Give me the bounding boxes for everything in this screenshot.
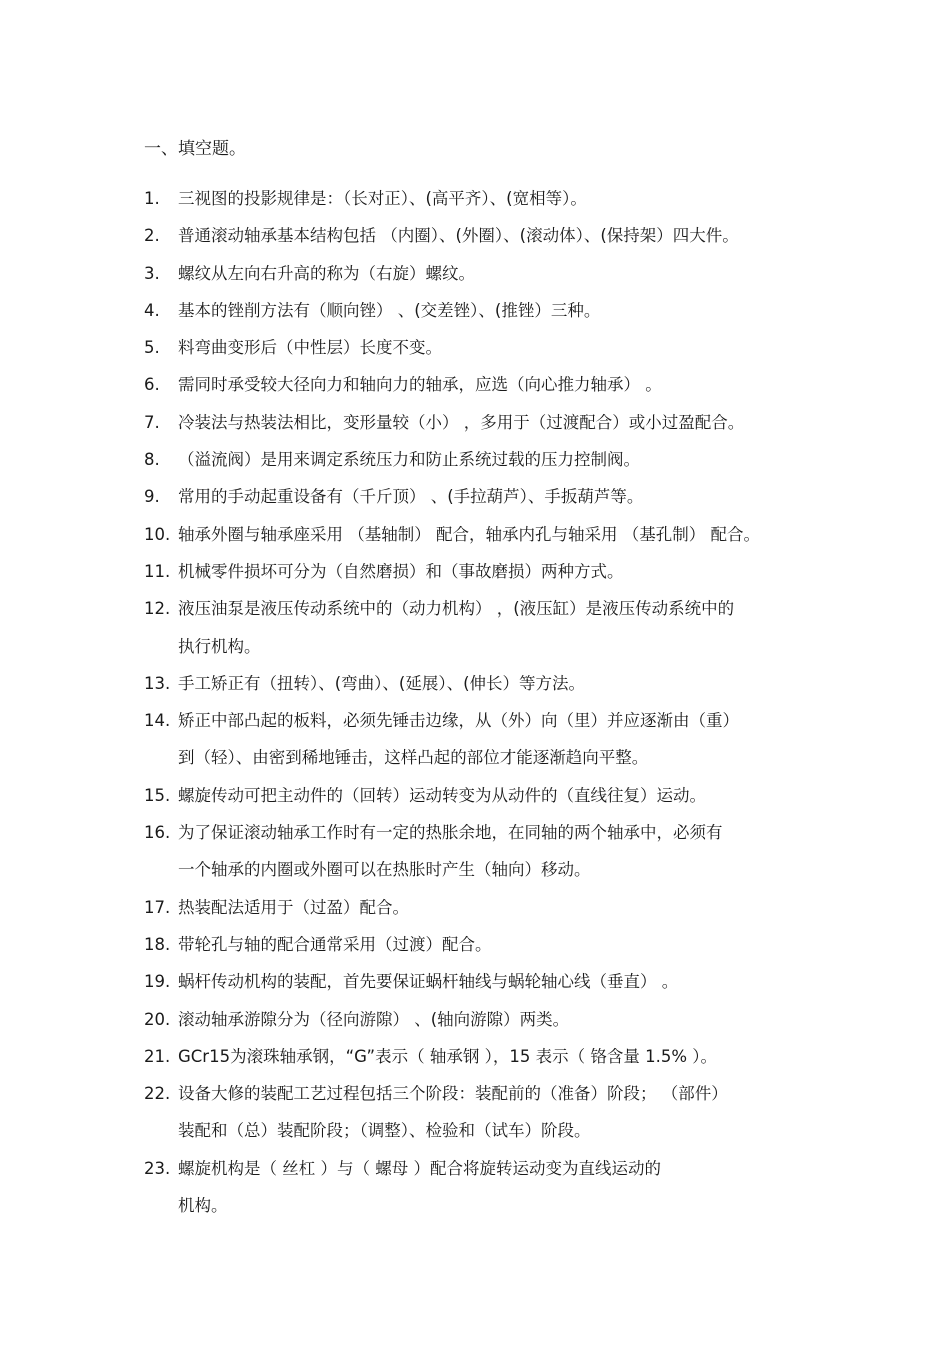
question-line <box>0 857 950 894</box>
question-text: 普通滚动轴承基本结构包括 （内圈）、(外圈）、(滚动体）、(保持架）四大件。 <box>178 226 739 246</box>
question-item <box>0 559 950 596</box>
question-line <box>0 671 950 708</box>
question-line <box>0 559 950 596</box>
question-item <box>0 969 950 1006</box>
question-item <box>0 522 950 559</box>
question-item <box>0 1007 950 1044</box>
question-number: 19. <box>144 972 171 992</box>
question-number: 18. <box>144 934 171 954</box>
question-item <box>0 410 950 447</box>
question-text: 料弯曲变形后（中性层）长度不变。 <box>178 338 442 358</box>
question-number: 20. <box>144 1009 171 1029</box>
question-item <box>0 1156 950 1231</box>
question-line <box>0 783 950 820</box>
question-line <box>0 1156 950 1193</box>
question-text: 执行机构。 <box>178 636 261 656</box>
question-line <box>0 335 950 372</box>
question-number: 8. <box>144 450 160 470</box>
question-number: 10. <box>144 524 171 544</box>
question-text: 矫正中部凸起的板料，必须先锤击边缘，从（外）向（里）并应逐渐由（重） <box>178 711 739 731</box>
question-number: 9. <box>144 487 160 507</box>
question-item <box>0 261 950 298</box>
question-text: （溢流阀）是用来调定系统压力和防止系统过载的压力控制阀。 <box>178 450 640 470</box>
question-line <box>0 745 950 782</box>
question-line <box>0 298 950 335</box>
question-text: 冷装法与热装法相比，变形量较（小） ，多用于（过渡配合）或小过盈配合。 <box>178 412 745 432</box>
question-item <box>0 298 950 335</box>
question-text: 三视图的投影规律是：（长对正）、(高平齐）、(宽相等）。 <box>178 189 587 208</box>
question-line <box>0 261 950 298</box>
question-item <box>0 335 950 372</box>
question-item <box>0 783 950 820</box>
question-line <box>0 932 950 969</box>
question-number: 14. <box>144 711 171 731</box>
question-item <box>0 447 950 484</box>
question-text: 装配和（总）装配阶段；（调整）、检验和（试车）阶段。 <box>178 1121 591 1141</box>
question-item <box>0 223 950 260</box>
question-text: 基本的锉削方法有（顺向锉） 、(交差锉）、(推锉）三种。 <box>178 300 601 320</box>
question-line <box>0 1044 950 1081</box>
question-line <box>0 372 950 409</box>
question-item <box>0 1044 950 1081</box>
question-text: 液压油泵是液压传动系统中的（动力机构） ，(液压缸）是液压传动系统中的 <box>178 599 735 619</box>
question-text: GCr15为滚珠轴承钢，“G”表示（ 轴承钢 ），15 表示（ 铬含量 1.5% ）。 <box>178 1046 717 1066</box>
question-line <box>0 708 950 745</box>
question-text: 机构。 <box>178 1196 228 1216</box>
question-line <box>0 186 950 223</box>
question-text: 一个轴承的内圈或外圈可以在热胀时产生（轴向）移动。 <box>178 860 591 880</box>
question-text: 常用的手动起重设备有（千斤顶） 、(手拉葫芦）、手扳葫芦等。 <box>178 487 644 507</box>
question-text: 螺纹从左向右升高的称为（右旋）螺纹。 <box>178 263 475 283</box>
question-text: 轴承外圈与轴承座采用 （基轴制） 配合，轴承内孔与轴采用 （基孔制） 配合。 <box>178 524 760 544</box>
question-number: 16. <box>144 823 171 843</box>
question-item <box>0 708 950 783</box>
question-line <box>0 634 950 671</box>
question-number: 23. <box>144 1158 171 1178</box>
question-text: 蜗杆传动机构的装配，首先要保证蜗杆轴线与蜗轮轴心线（垂直） 。 <box>178 972 679 992</box>
question-text: 滚动轴承游隙分为（径向游隙） 、(轴向游隙）两类。 <box>178 1009 570 1029</box>
question-item <box>0 372 950 409</box>
question-list <box>0 186 950 1230</box>
question-line <box>0 1193 950 1230</box>
question-number: 2. <box>144 226 160 246</box>
section-title: 一、填空题。 <box>144 139 246 159</box>
question-number: 1. <box>144 189 160 208</box>
question-number: 12. <box>144 599 171 619</box>
question-item <box>0 932 950 969</box>
question-text: 螺旋传动可把主动件的（回转）运动转变为从动件的（直线往复）运动。 <box>178 785 706 805</box>
question-line <box>0 484 950 521</box>
question-text: 手工矫正有（扭转）、(弯曲）、(延展）、(伸长）等方法。 <box>178 673 586 693</box>
question-text: 热装配法适用于（过盈）配合。 <box>178 897 409 917</box>
question-line <box>0 410 950 447</box>
question-item <box>0 186 950 223</box>
question-number: 15. <box>144 785 171 805</box>
question-line <box>0 447 950 484</box>
question-line <box>0 522 950 559</box>
question-line <box>0 1081 950 1118</box>
question-number: 11. <box>144 561 171 581</box>
question-text: 需同时承受较大径向力和轴向力的轴承，应选（向心推力轴承） 。 <box>178 375 662 395</box>
question-text: 带轮孔与轴的配合通常采用（过渡）配合。 <box>178 934 492 954</box>
question-item <box>0 1081 950 1156</box>
question-number: 5. <box>144 338 160 358</box>
question-number: 17. <box>144 897 171 917</box>
question-line <box>0 1118 950 1155</box>
question-line <box>0 969 950 1006</box>
question-text: 到（轻）、由密到稀地锤击，这样凸起的部位才能逐渐趋向平整。 <box>178 748 649 768</box>
question-number: 7. <box>144 412 160 432</box>
question-item <box>0 596 950 671</box>
question-number: 22. <box>144 1084 171 1104</box>
question-text: 机械零件损坏可分为（自然磨损）和（事故磨损）两种方式。 <box>178 561 624 581</box>
question-item <box>0 484 950 521</box>
question-text: 设备大修的装配工艺过程包括三个阶段：装配前的（准备）阶段； （部件） <box>178 1084 728 1104</box>
question-number: 4. <box>144 300 160 320</box>
question-item <box>0 820 950 895</box>
question-text: 为了保证滚动轴承工作时有一定的热胀余地，在同轴的两个轴承中，必须有 <box>178 823 723 843</box>
question-line <box>0 1007 950 1044</box>
question-line <box>0 596 950 633</box>
question-line <box>0 223 950 260</box>
question-item <box>0 671 950 708</box>
question-number: 3. <box>144 263 160 283</box>
question-line <box>0 820 950 857</box>
question-line <box>0 895 950 932</box>
question-number: 21. <box>144 1046 171 1066</box>
question-number: 13. <box>144 673 171 693</box>
question-number: 6. <box>144 375 160 395</box>
question-text: 螺旋机构是（ 丝杠 ）与（ 螺母 ）配合将旋转运动变为直线运动的 <box>178 1158 661 1178</box>
question-item <box>0 895 950 932</box>
